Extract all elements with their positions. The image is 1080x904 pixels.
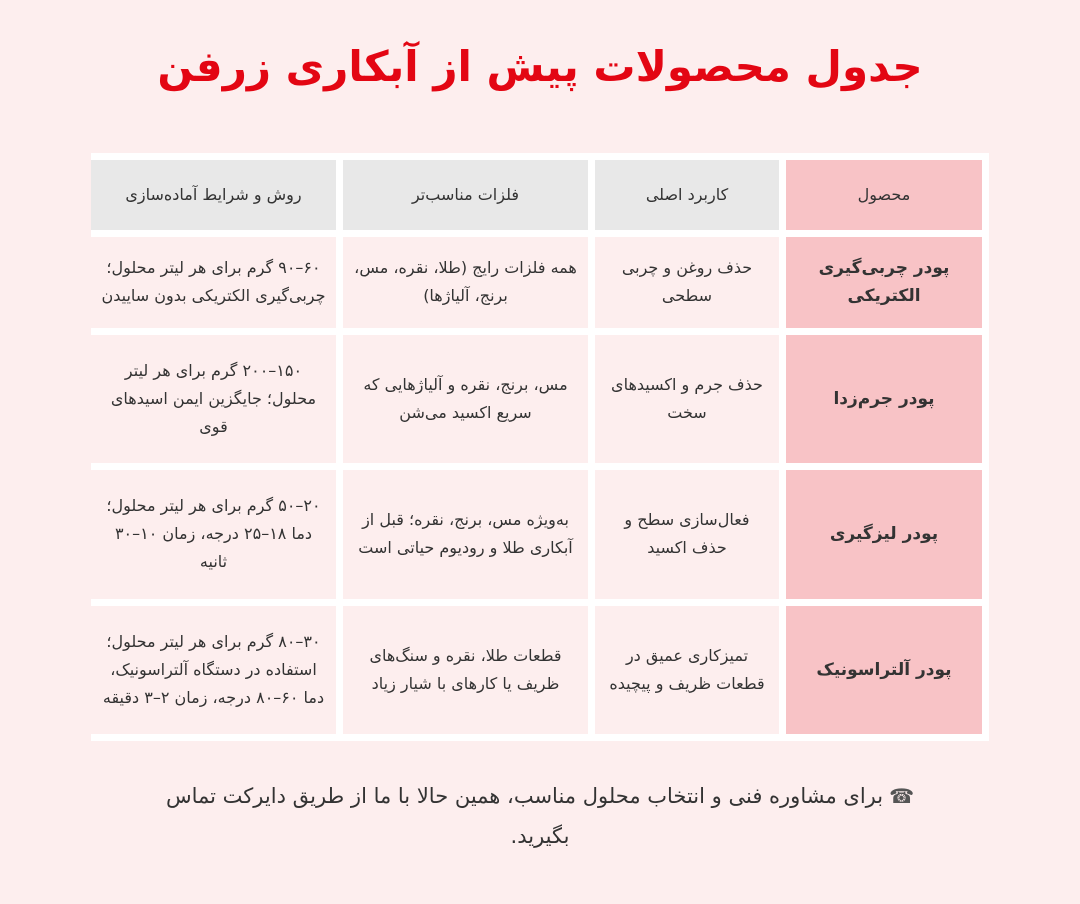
product-metals: همه فلزات رایج (طلا، نقره، مس، برنج، آلیاژها) bbox=[343, 237, 588, 328]
contact-text: برای مشاوره فنی و انتخاب محلول مناسب، همین حالا با ما از طریق دایرکت تماس بگیرید. bbox=[165, 784, 884, 848]
header-product: محصول bbox=[786, 160, 982, 230]
page-title: جدول محصولات پیش از آبکاری زرفن bbox=[157, 42, 923, 91]
table-row bbox=[91, 606, 982, 734]
product-usage: تمیزکاری عمیق در قطعات ظریف و پیچیده bbox=[595, 606, 779, 734]
header-usage: کاربرد اصلی bbox=[595, 160, 779, 230]
product-method: ۶۰–۹۰ گرم برای هر لیتر محلول؛ چربی‌گیری الکتریکی بدون ساییدن bbox=[91, 237, 336, 328]
product-metals: به‌ویژه مس، برنج، نقره؛ قبل از آبکاری طلا و رودیوم حیاتی است bbox=[343, 470, 588, 598]
product-usage: حذف روغن و چربی سطحی bbox=[595, 237, 779, 328]
header-method: روش و شرایط آماده‌سازی bbox=[91, 160, 336, 230]
product-name: پودر لیزگیری bbox=[786, 470, 982, 598]
product-metals: مس، برنج، نقره و آلیاژهایی که سریع اکسید می‌شن bbox=[343, 335, 588, 463]
phone-icon: ☎ bbox=[889, 784, 915, 808]
products-table bbox=[84, 153, 989, 741]
product-metals: قطعات طلا، نقره و سنگ‌های ظریف یا کارهای با شیار زیاد bbox=[343, 606, 588, 734]
products-table-container bbox=[91, 153, 989, 741]
product-usage: حذف جرم و اکسیدهای سخت bbox=[595, 335, 779, 463]
table-header-row bbox=[91, 160, 982, 230]
product-name: پودر آلتراسونیک bbox=[786, 606, 982, 734]
product-usage: فعال‌سازی سطح و حذف اکسید bbox=[595, 470, 779, 598]
product-method: ۲۰–۵۰ گرم برای هر لیتر محلول؛ دما ۱۸–۲۵ درجه، زمان ۱۰–۳۰ ثانیه bbox=[91, 470, 336, 598]
table-row bbox=[91, 335, 982, 463]
product-method: ۱۵۰–۲۰۰ گرم برای هر لیتر محلول؛ جایگزین ایمن اسیدهای قوی bbox=[91, 335, 336, 463]
product-name: پودر جرم‌زدا bbox=[786, 335, 982, 463]
contact-note bbox=[140, 776, 940, 856]
product-method: ۳۰–۸۰ گرم برای هر لیتر محلول؛ استفاده در دستگاه آلتراسونیک، دما ۶۰–۸۰ درجه، زمان ۲–۳ دقیقه bbox=[91, 606, 336, 734]
table-row bbox=[91, 470, 982, 598]
table-row bbox=[91, 237, 982, 328]
header-metals: فلزات مناسب‌تر bbox=[343, 160, 588, 230]
product-name: پودر چربی‌گیری الکتریکی bbox=[786, 237, 982, 328]
